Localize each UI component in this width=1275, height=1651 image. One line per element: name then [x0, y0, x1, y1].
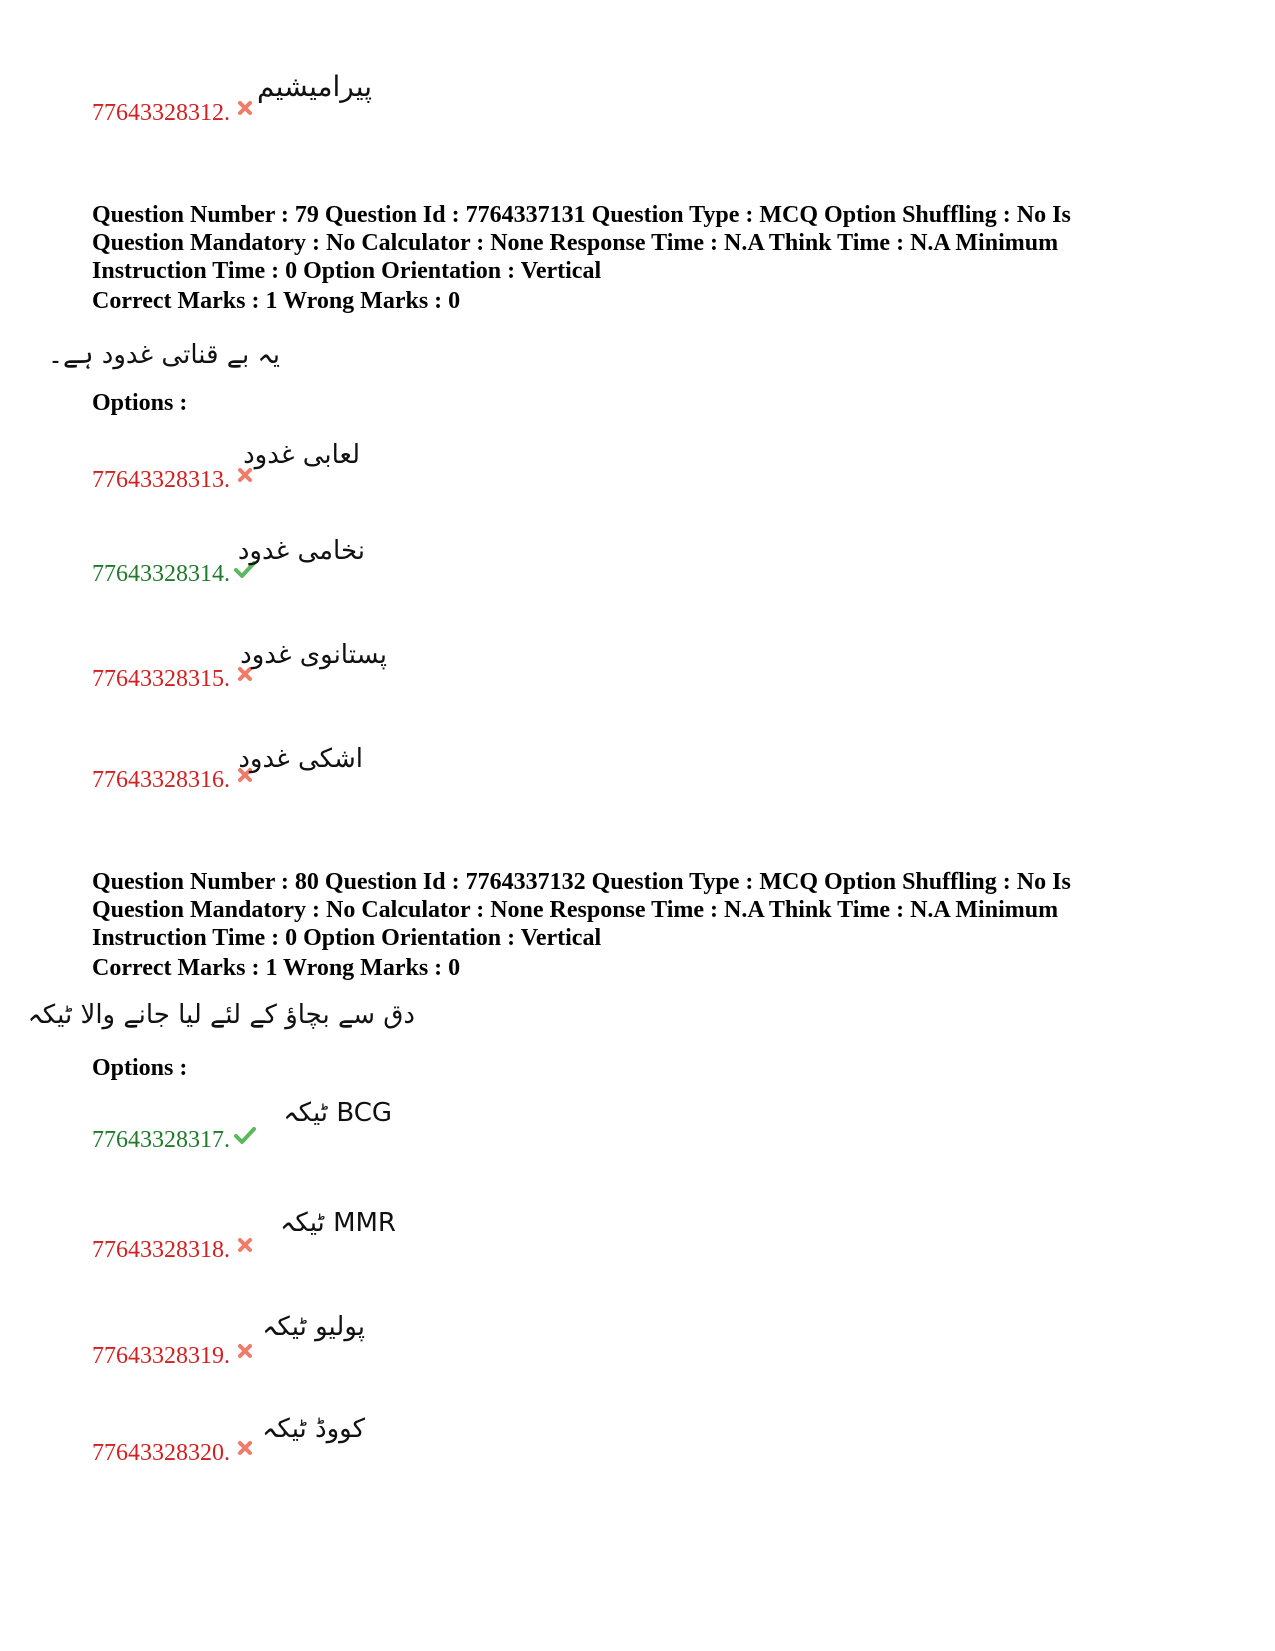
option-text: BCG ٹیکہ [283, 1098, 392, 1128]
option-text: MMR ٹیکہ [280, 1208, 396, 1238]
option-id: 77643328315. [92, 666, 230, 692]
options-label: Options : [92, 1055, 188, 1081]
option-text: پستانوی غدود [240, 640, 387, 670]
question-text: دق سے بچاؤ کے لئے لیا جانے والا ٹیکہ [27, 1000, 415, 1030]
meta-line: Question Number : 79 Question Id : 7764337131 Question Type : MCQ Option Shuffling : No Is [92, 202, 1071, 228]
meta-line: Question Mandatory : No Calculator : None Response Time : N.A Think Time : N.A Minimum [92, 897, 1059, 923]
cross-icon [237, 1343, 253, 1359]
marks-line: Correct Marks : 1 Wrong Marks : 0 [92, 288, 461, 314]
meta-line: Instruction Time : 0 Option Orientation : Vertical [92, 258, 602, 284]
question-meta [92, 868, 1192, 952]
option-text: پیرامیشیم [257, 70, 372, 103]
check-icon [233, 1125, 257, 1145]
option-text: پولیو ٹیکہ [262, 1312, 365, 1342]
option-id: 77643328319. [92, 1343, 230, 1369]
meta-line: Question Mandatory : No Calculator : None Response Time : N.A Think Time : N.A Minimum [92, 230, 1059, 256]
option-id: 77643328320. [92, 1440, 230, 1466]
option-text: اشکی غدود [238, 744, 363, 774]
meta-line: Instruction Time : 0 Option Orientation : Vertical [92, 925, 602, 951]
question-meta [92, 201, 1192, 285]
cross-icon [237, 100, 253, 116]
option-id: 77643328318. [92, 1237, 230, 1263]
cross-icon [237, 1440, 253, 1456]
marks-line: Correct Marks : 1 Wrong Marks : 0 [92, 955, 461, 981]
option-text: کووڈ ٹیکہ [262, 1414, 365, 1444]
cross-icon [237, 1237, 253, 1253]
option-text: نخامی غدود [237, 536, 365, 566]
options-label: Options : [92, 390, 188, 416]
option-id: 77643328317. [92, 1127, 230, 1153]
option-id: 77643328312. [92, 100, 230, 126]
option-id: 77643328316. [92, 767, 230, 793]
option-id: 77643328314. [92, 561, 230, 587]
question-text: یہ بے قناتی غدود ہے۔ [47, 340, 280, 370]
option-id: 77643328313. [92, 467, 230, 493]
option-text: لعابی غدود [243, 440, 360, 470]
meta-line: Question Number : 80 Question Id : 7764337132 Question Type : MCQ Option Shuffling : No Is [92, 869, 1071, 895]
